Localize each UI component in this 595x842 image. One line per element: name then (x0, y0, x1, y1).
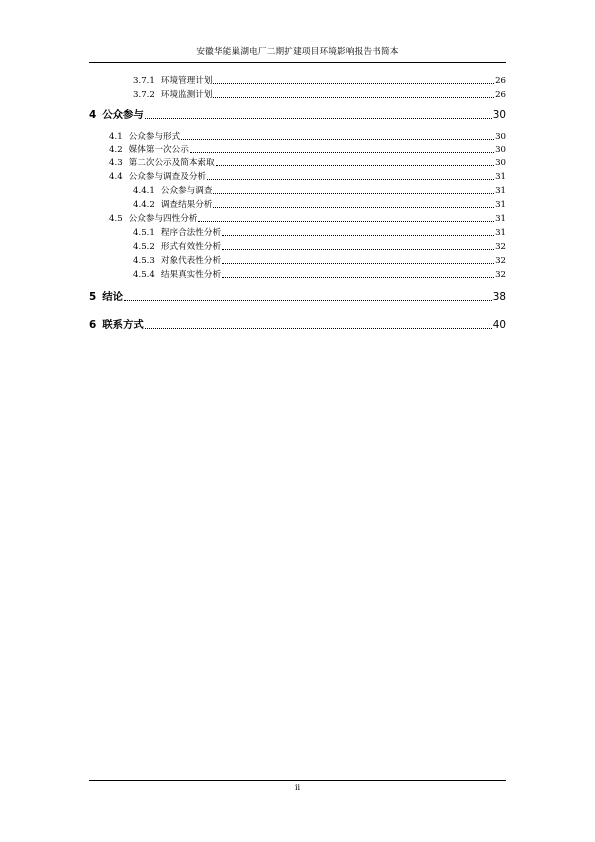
toc-entry-4-1[interactable] (109, 130, 506, 142)
toc-entry-page: 38 (492, 291, 506, 303)
toc-entry-number: 4.5 (109, 214, 123, 224)
toc-dot-leader (222, 276, 494, 278)
toc-entry-3-7-2[interactable] (133, 88, 506, 100)
toc-entry-title: 结果真实性分析 (160, 270, 222, 280)
toc-entry-title: 媒体第一次公示 (128, 145, 189, 155)
toc-entry-title: 对象代表性分析 (160, 256, 222, 266)
toc-entry-title: 公众参与 (102, 109, 144, 121)
toc-entry-page: 31 (495, 186, 506, 196)
toc-entry-page: 30 (495, 132, 506, 142)
toc-entry-page: 31 (495, 172, 506, 182)
toc-entry-title: 公众参与四性分析 (128, 214, 198, 224)
toc-entry-page: 30 (495, 145, 506, 155)
toc-dot-leader (124, 299, 492, 301)
toc-dot-leader (216, 164, 494, 166)
toc-entry-number: 4 (89, 109, 97, 121)
toc-entry-title: 联系方式 (102, 319, 144, 331)
toc-entry-number: 4.5.4 (133, 270, 155, 280)
toc-entry-title: 环境监测计划 (160, 90, 213, 100)
toc-entry-4-4[interactable] (109, 170, 506, 182)
toc-entry-title: 公众参与形式 (128, 132, 181, 142)
toc-entry-number: 3.7.1 (133, 76, 155, 86)
toc-entry-4-5[interactable] (109, 212, 506, 224)
toc-dot-leader (213, 206, 494, 208)
toc-entry-number: 4.4.1 (133, 186, 155, 196)
toc-entry-4-4-1[interactable] (133, 184, 506, 196)
toc-entry-number: 4.1 (109, 132, 123, 142)
toc-entry-page: 40 (492, 319, 506, 331)
toc-dot-leader (181, 138, 494, 140)
toc-entry-4-5-1[interactable] (133, 226, 506, 238)
toc-dot-leader (198, 220, 494, 222)
toc-entry-number: 4.3 (109, 158, 123, 168)
toc-entry-number: 6 (89, 319, 97, 331)
toc-entry-3-7-1[interactable] (133, 74, 506, 86)
toc-entry-number: 4.2 (109, 145, 123, 155)
toc-entry-number: 3.7.2 (133, 90, 155, 100)
toc-entry-title: 公众参与调查 (160, 186, 213, 196)
toc-entry-4-2[interactable] (109, 143, 506, 155)
toc-entry-title: 形式有效性分析 (160, 242, 222, 252)
page-number: ii (294, 783, 301, 792)
toc-entry-number: 4.5.3 (133, 256, 155, 266)
page-header-title: 安徽华能巢湖电厂二期扩建项目环境影响报告书简本 (196, 47, 399, 57)
toc-dot-leader (207, 178, 494, 180)
toc-entry-4-3[interactable] (109, 156, 506, 168)
toc-entry-title: 调查结果分析 (160, 200, 213, 210)
toc-entry-6[interactable] (89, 316, 506, 331)
toc-dot-leader (222, 248, 494, 250)
toc-entry-4[interactable] (89, 106, 506, 121)
toc-dot-leader (145, 327, 492, 329)
toc-entry-number: 5 (89, 291, 97, 303)
toc-entry-page: 32 (495, 242, 506, 252)
toc-entry-page: 31 (495, 228, 506, 238)
toc-entry-page: 30 (495, 158, 506, 168)
footer-divider (89, 780, 506, 781)
toc-entry-page: 32 (495, 256, 506, 266)
toc-entry-title: 公众参与调查及分析 (128, 172, 207, 182)
toc-entry-5[interactable] (89, 288, 506, 303)
toc-dot-leader (145, 117, 492, 119)
toc-dot-leader (222, 234, 494, 236)
toc-entry-page: 26 (495, 90, 506, 100)
toc-entry-4-4-2[interactable] (133, 198, 506, 210)
toc-entry-number: 4.4.2 (133, 200, 155, 210)
toc-entry-page: 31 (495, 214, 506, 224)
toc-entry-4-5-4[interactable] (133, 268, 506, 280)
toc-entry-number: 4.5.1 (133, 228, 155, 238)
toc-entry-title: 结论 (102, 291, 124, 303)
toc-entry-title: 程序合法性分析 (160, 228, 222, 238)
toc-entry-4-5-2[interactable] (133, 240, 506, 252)
toc-entry-page: 30 (492, 109, 506, 121)
toc-entry-page: 32 (495, 270, 506, 280)
toc-dot-leader (222, 262, 494, 264)
toc-entry-number: 4.5.2 (133, 242, 155, 252)
toc-dot-leader (213, 82, 494, 84)
toc-entry-title: 第二次公示及简本索取 (128, 158, 215, 168)
toc-entry-4-5-3[interactable] (133, 254, 506, 266)
toc-entry-title: 环境管理计划 (160, 76, 213, 86)
toc-dot-leader (213, 192, 494, 194)
toc-dot-leader (190, 151, 494, 153)
toc-entry-page: 26 (495, 76, 506, 86)
toc-entry-page: 31 (495, 200, 506, 210)
toc-entry-number: 4.4 (109, 172, 123, 182)
toc-dot-leader (213, 96, 494, 98)
